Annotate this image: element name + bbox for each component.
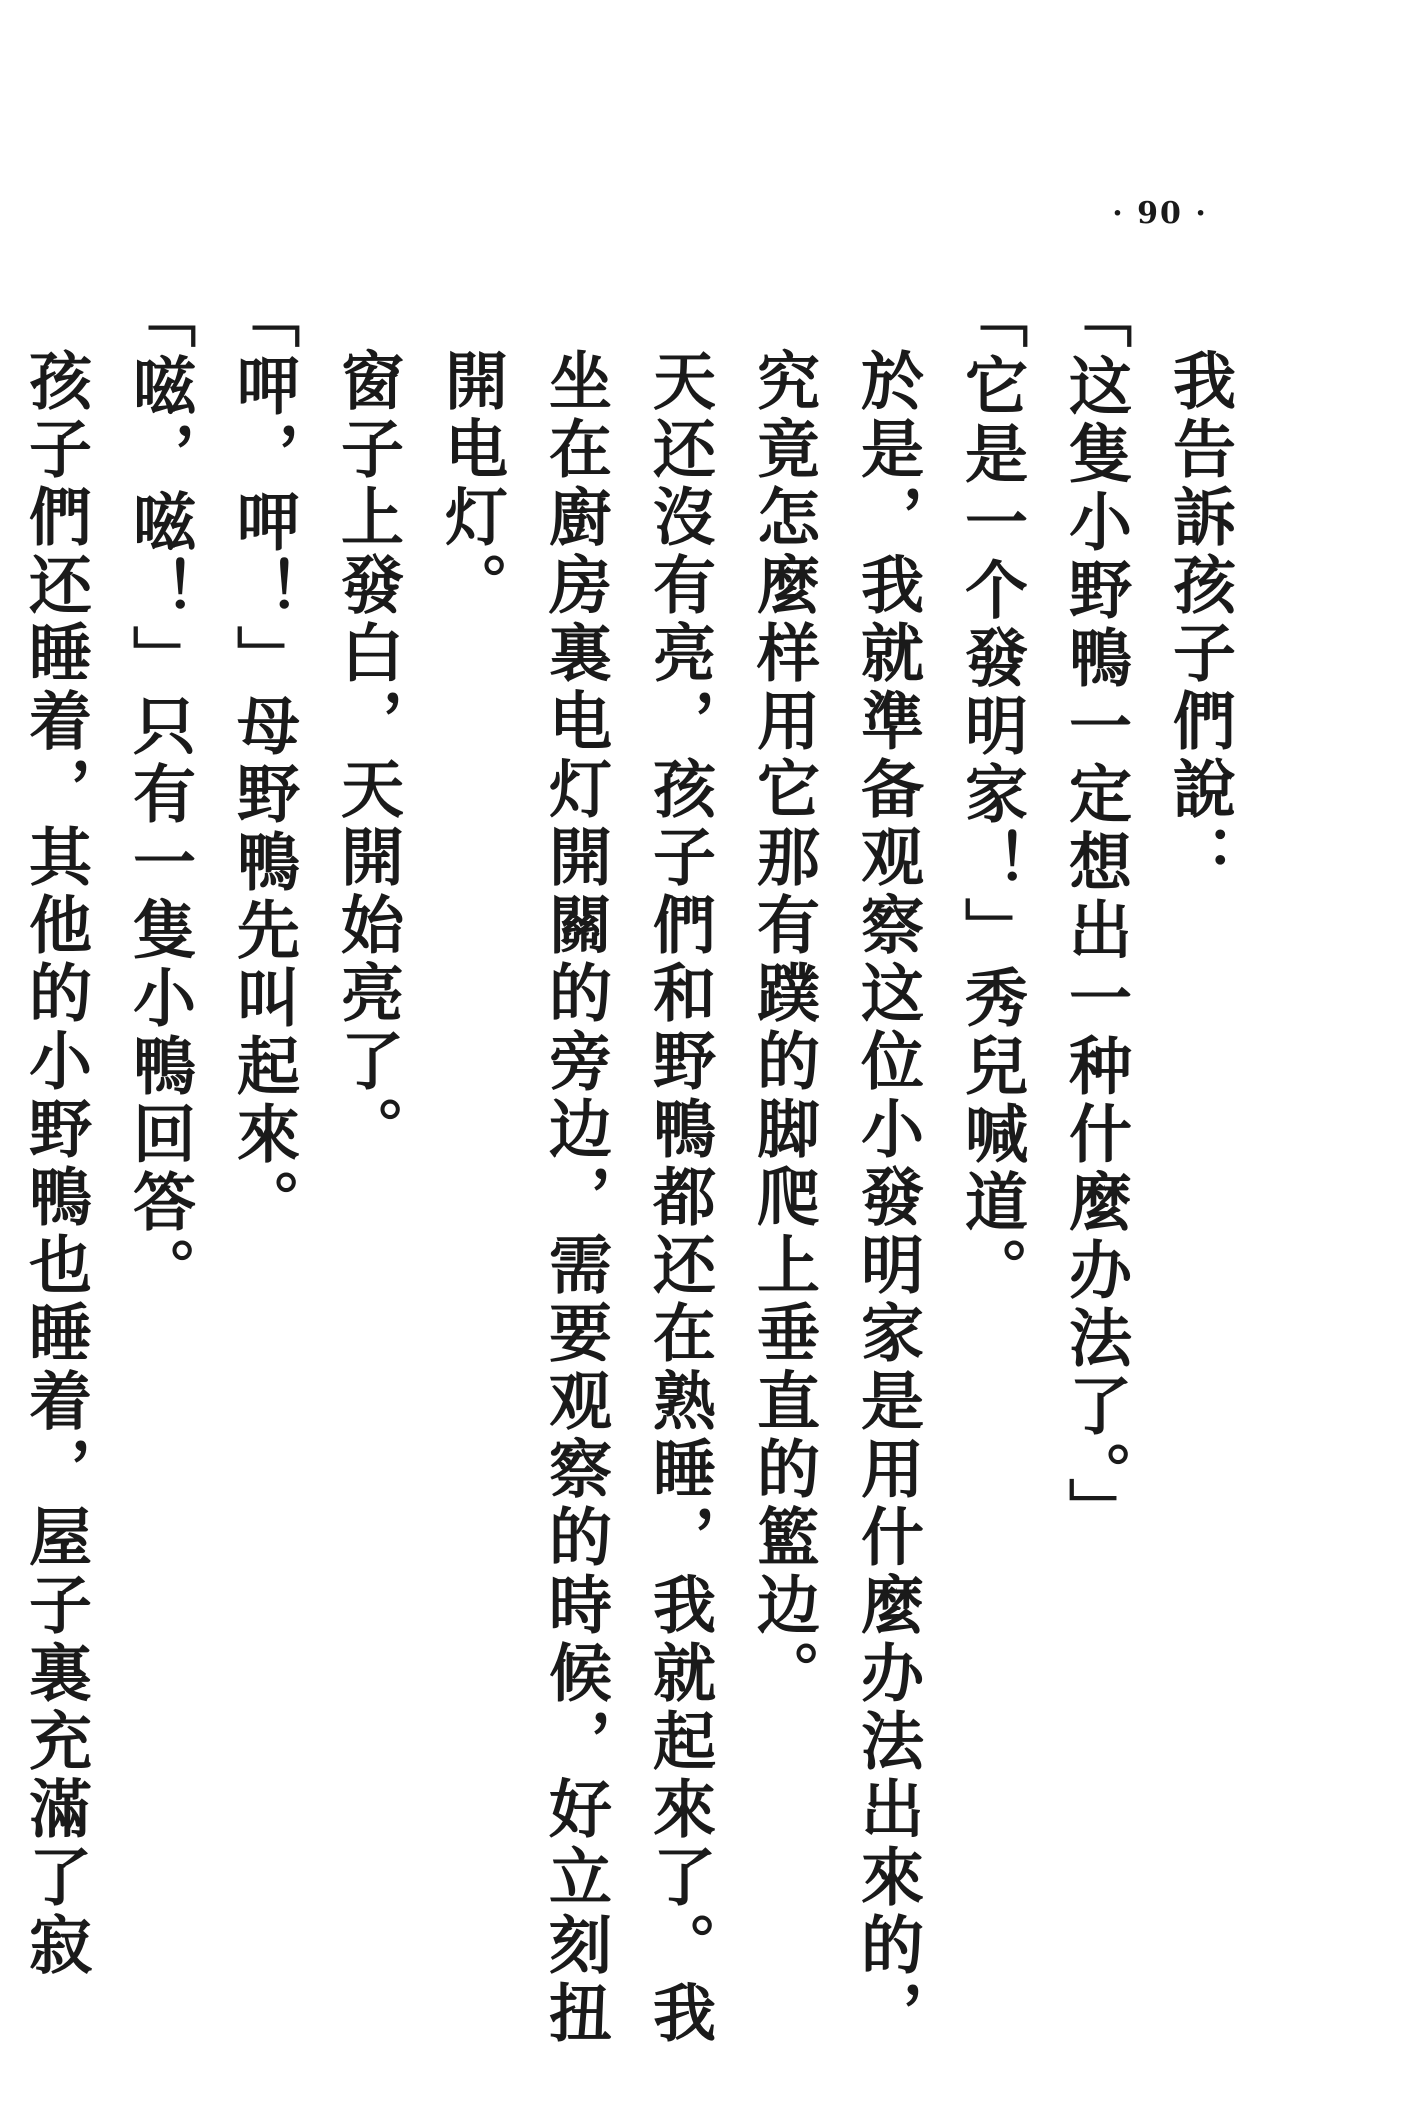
vertical-body-text [0,285,1252,2105]
paragraph-9: 孩子們还睡着，其他的小野鴨也睡着，屋子裏充滿了寂 [19,348,93,1980]
paragraph-2: 「这隻小野鴨一定想出一种什麼办法了。」 [1059,285,1133,1546]
page-number: · 90 · [1112,196,1208,231]
paragraph-1: 我告訴孩子們說： [1163,348,1237,892]
paragraph-4: 於是，我就準备观察这位小發明家是用什麼办法出來的，究竟怎麼样用它那有蹼的脚爬上垂直的籃边。 [747,348,925,2048]
paragraph-8: 「嗞，嗞！」只有一隻小鴨回答。 [123,285,197,1305]
paragraph-7: 「呷，呷！」母野鴨先叫起來。 [227,285,301,1237]
paragraph-6: 窗子上發白，天開始亮了。 [331,348,405,1164]
paragraph-5: 天还沒有亮，孩子們和野鴨都还在熟睡，我就起來了。我坐在廚房裏电灯開關的旁边，需要观察的時候，好立刻扭開电灯。 [435,348,717,2048]
paragraph-3: 「它是一个發明家！」秀兒喊道。 [955,285,1029,1305]
